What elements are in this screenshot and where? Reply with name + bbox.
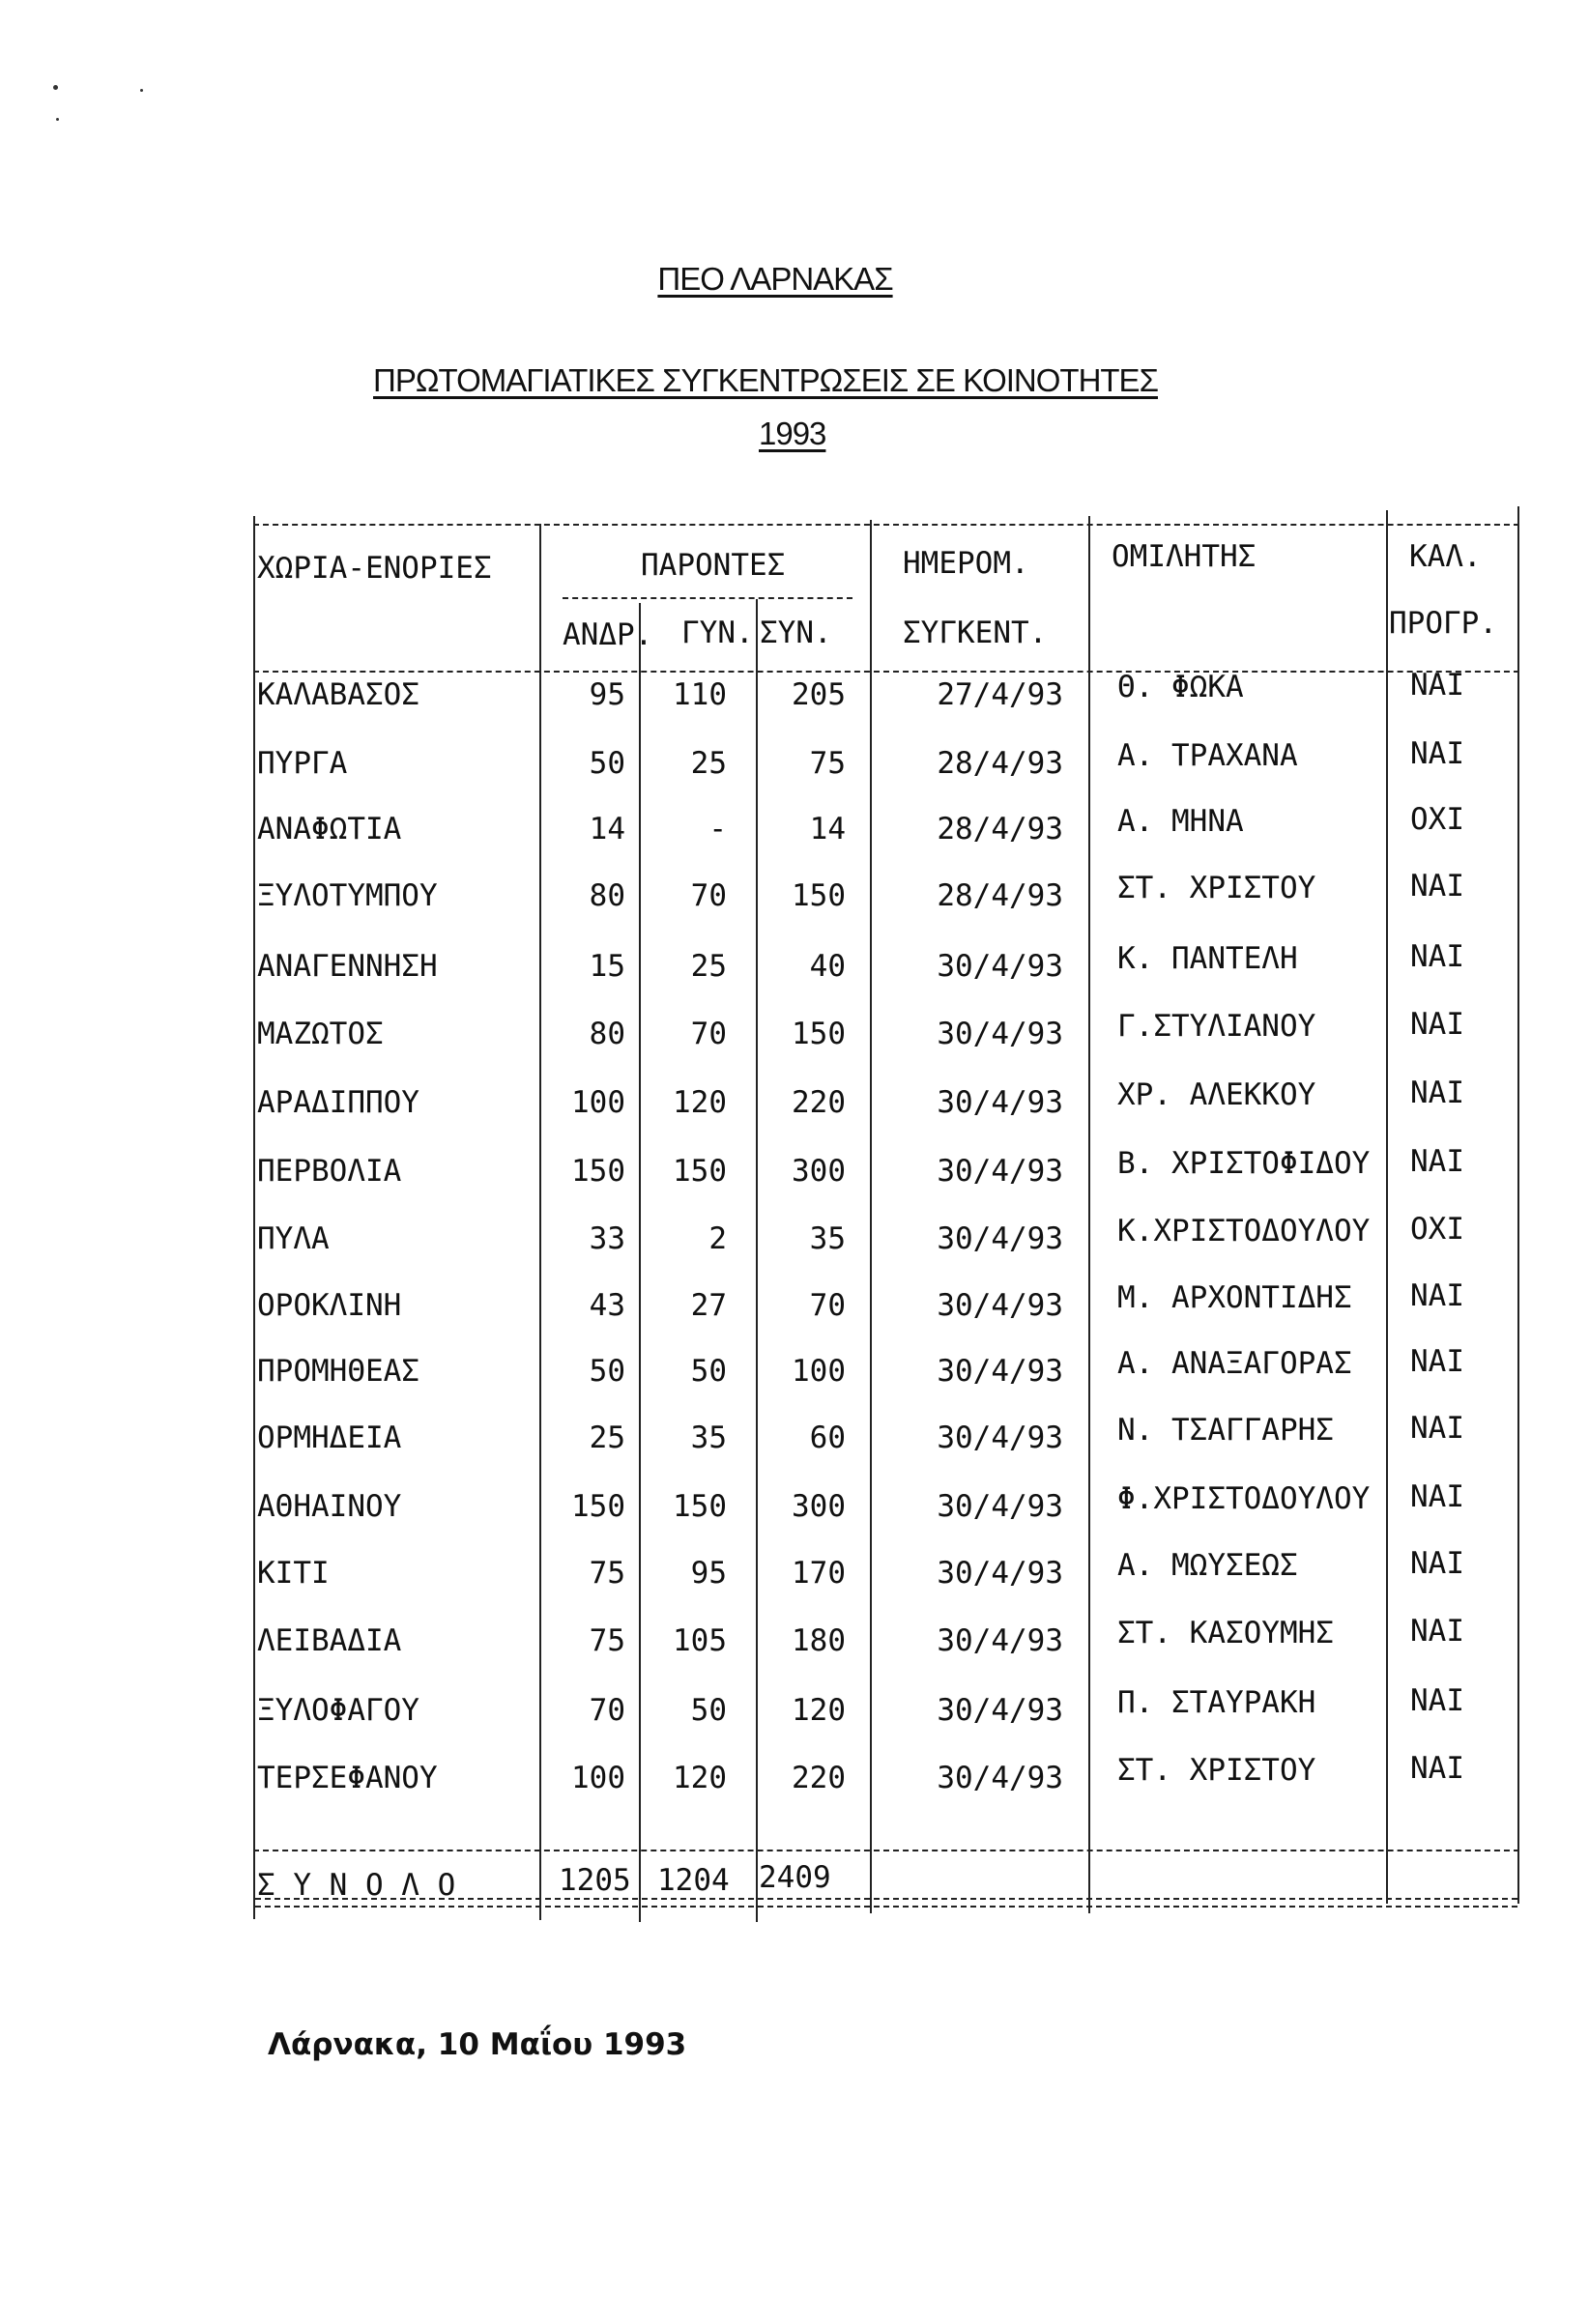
table-row-date: 27/4/93 xyxy=(937,677,1063,712)
scan-speck xyxy=(56,118,59,121)
table-row-program: ΝΑΙ xyxy=(1410,1278,1464,1313)
table-row-women: 50 xyxy=(690,1354,727,1389)
table-top-border xyxy=(253,524,1519,526)
table-row-women: 50 xyxy=(690,1693,727,1728)
table-row-total: 220 xyxy=(792,1761,846,1795)
table-row-village: ΞΥΛΟΦΑΓΟΥ xyxy=(257,1693,419,1728)
table-row-date: 30/4/93 xyxy=(937,1761,1063,1795)
col-header-speaker: ΟΜΙΛΗΤΗΣ xyxy=(1112,539,1257,574)
table-row-men: 70 xyxy=(589,1693,625,1728)
table-row-women: 70 xyxy=(690,878,727,913)
table-row-speaker: Φ.ΧΡΙΣΤΟΔΟΥΛΟΥ xyxy=(1117,1481,1371,1516)
table-row-men: 43 xyxy=(589,1288,625,1323)
table-row-total: 120 xyxy=(792,1693,846,1728)
col-header-women: ΓΥΝ. xyxy=(681,616,754,650)
table-row-program: ΝΑΙ xyxy=(1410,939,1464,974)
table-row-village: ΟΡΟΚΛΙΝΗ xyxy=(257,1288,402,1323)
col-header-men: ΑΝΔΡ. xyxy=(563,617,653,652)
table-row-women: 27 xyxy=(690,1288,727,1323)
table-row-date: 28/4/93 xyxy=(937,746,1063,781)
table-row-women: 25 xyxy=(690,746,727,781)
table-row-women: 70 xyxy=(690,1017,727,1051)
table-row-total: 150 xyxy=(792,878,846,913)
table-row-total: 300 xyxy=(792,1154,846,1189)
table-row-speaker: Π. ΣΤΑΥΡΑΚΗ xyxy=(1117,1685,1316,1720)
col-header-program-2: ΠΡΟΓΡ. xyxy=(1389,606,1497,641)
table-row-total: 205 xyxy=(792,677,846,712)
col-header-village: ΧΩΡΙΑ-ΕΝΟΡΙΕΣ xyxy=(257,551,492,586)
table-row-speaker: ΣΤ. ΧΡΙΣΤΟΥ xyxy=(1117,871,1316,905)
table-left-border xyxy=(253,516,255,1919)
table-row-village: ΠΡΟΜΗΘΕΑΣ xyxy=(257,1354,419,1389)
table-row-total: 75 xyxy=(809,746,846,781)
table-row-men: 50 xyxy=(589,1354,625,1389)
table-row-speaker: ΣΤ. ΚΑΣΟΥΜΗΣ xyxy=(1117,1616,1334,1650)
col-header-present: ΠΑΡΟΝΤΕΣ xyxy=(641,548,786,583)
table-row-program: ΝΑΙ xyxy=(1410,1076,1464,1110)
table-row-women: - xyxy=(708,812,727,846)
table-row-men: 15 xyxy=(589,949,625,984)
table-row-date: 28/4/93 xyxy=(937,878,1063,913)
table-row-program: ΝΑΙ xyxy=(1410,1479,1464,1514)
table-row-speaker: Α. ΜΗΝΑ xyxy=(1117,804,1244,839)
table-row-men: 150 xyxy=(571,1154,625,1189)
table-row-speaker: Κ. ΠΑΝΤΕΛΗ xyxy=(1117,941,1298,976)
scan-speck xyxy=(53,85,58,90)
table-row-men: 80 xyxy=(589,1017,625,1051)
table-row-total: 220 xyxy=(792,1085,846,1120)
table-row-program: ΟΧΙ xyxy=(1410,802,1464,837)
table-row-men: 75 xyxy=(589,1623,625,1658)
table-row-village: ΑΘΗΑΙΝΟΥ xyxy=(257,1489,402,1524)
table-row-speaker: Α. ΤΡΑΧΑΝΑ xyxy=(1117,738,1298,773)
table-row-women: 2 xyxy=(708,1221,727,1256)
table-row-date: 30/4/93 xyxy=(937,1489,1063,1524)
table-row-village: ΠΥΛΑ xyxy=(257,1221,330,1256)
totals-label: Σ Υ Ν Ο Λ Ο xyxy=(257,1868,456,1903)
table-row-village: ΚΙΤΙ xyxy=(257,1556,330,1591)
table-row-date: 28/4/93 xyxy=(937,812,1063,846)
table-row-village: ΑΝΑΦΩΤΙΑ xyxy=(257,812,402,846)
table-row-program: ΝΑΙ xyxy=(1410,1344,1464,1379)
table-row-village: ΚΑΛΑΒΑΣΟΣ xyxy=(257,677,419,712)
table-row-program: ΝΑΙ xyxy=(1410,668,1464,703)
table-row-date: 30/4/93 xyxy=(937,1221,1063,1256)
table-row-women: 150 xyxy=(673,1154,727,1189)
col-header-date-2: ΣΥΓΚΕΝΤ. xyxy=(903,616,1048,650)
org-title: ΠΕΟ ΛΑΡΝΑΚΑΣ xyxy=(657,261,893,297)
present-subheader-rule xyxy=(563,597,852,599)
table-row-total: 70 xyxy=(809,1288,846,1323)
table-row-women: 120 xyxy=(673,1085,727,1120)
table-row-total: 60 xyxy=(809,1420,846,1455)
table-row-women: 105 xyxy=(673,1623,727,1658)
table-row-date: 30/4/93 xyxy=(937,1420,1063,1455)
table-row-program: ΝΑΙ xyxy=(1410,1683,1464,1718)
table-row-women: 95 xyxy=(690,1556,727,1591)
table-row-men: 25 xyxy=(589,1420,625,1455)
document-year: 1993 xyxy=(759,416,826,451)
document-title: ΠΡΩΤΟΜΑΓΙΑΤΙΚΕΣ ΣΥΓΚΕΝΤΡΩΣΕΙΣ ΣΕ ΚΟΙΝΟΤΗΤΕΣ xyxy=(373,362,1158,398)
table-row-men: 150 xyxy=(571,1489,625,1524)
table-row-speaker: Α. ΜΩΥΣΕΩΣ xyxy=(1117,1548,1298,1583)
table-row-women: 150 xyxy=(673,1489,727,1524)
table-row-men: 33 xyxy=(589,1221,625,1256)
table-row-program: ΝΑΙ xyxy=(1410,1614,1464,1649)
col-header-total: ΣΥΝ. xyxy=(760,616,832,650)
table-row-total: 100 xyxy=(792,1354,846,1389)
table-row-total: 14 xyxy=(809,812,846,846)
table-row-speaker: ΧΡ. ΑΛΕΚΚΟΥ xyxy=(1117,1077,1316,1112)
table-row-speaker: Θ. ΦΩΚΑ xyxy=(1117,670,1244,704)
table-row-village: ΟΡΜΗΔΕΙΑ xyxy=(257,1420,402,1455)
table-row-total: 40 xyxy=(809,949,846,984)
table-row-village: ΑΝΑΓΕΝΝΗΣΗ xyxy=(257,949,438,984)
table-row-men: 75 xyxy=(589,1556,625,1591)
table-row-date: 30/4/93 xyxy=(937,1085,1063,1120)
col-divider-date xyxy=(1088,516,1090,1913)
table-row-women: 25 xyxy=(690,949,727,984)
table-row-speaker: Γ.ΣΤΥΛΙΑΝΟΥ xyxy=(1117,1009,1316,1044)
table-row-speaker: Μ. ΑΡΧΟΝΤΙΔΗΣ xyxy=(1117,1280,1352,1315)
table-row-total: 35 xyxy=(809,1221,846,1256)
table-row-men: 100 xyxy=(571,1085,625,1120)
table-row-date: 30/4/93 xyxy=(937,1623,1063,1658)
table-row-village: ΑΡΑΔΙΠΠΟΥ xyxy=(257,1085,419,1120)
table-row-men: 80 xyxy=(589,878,625,913)
table-row-speaker: Β. ΧΡΙΣΤΟΦΙΔΟΥ xyxy=(1117,1146,1371,1181)
table-row-total: 150 xyxy=(792,1017,846,1051)
table-row-village: ΜΑΖΩΤΟΣ xyxy=(257,1017,384,1051)
table-row-men: 95 xyxy=(589,677,625,712)
table-row-men: 50 xyxy=(589,746,625,781)
table-row-program: ΝΑΙ xyxy=(1410,1144,1464,1179)
table-row-village: ΠΥΡΓΑ xyxy=(257,746,348,781)
table-row-village: ΞΥΛΟΤΥΜΠΟΥ xyxy=(257,878,438,913)
table-row-date: 30/4/93 xyxy=(937,1017,1063,1051)
col-header-date-1: ΗΜΕΡΟΜ. xyxy=(903,546,1029,581)
table-row-date: 30/4/93 xyxy=(937,1154,1063,1189)
table-row-village: ΠΕΡΒΟΛΙΑ xyxy=(257,1154,402,1189)
table-row-speaker: Ν. ΤΣΑΓΓΑΡΗΣ xyxy=(1117,1413,1334,1448)
table-row-program: ΟΧΙ xyxy=(1410,1212,1464,1247)
table-row-total: 180 xyxy=(792,1623,846,1658)
table-row-total: 300 xyxy=(792,1489,846,1524)
col-divider-speaker xyxy=(1386,510,1388,1904)
table-row-program: ΝΑΙ xyxy=(1410,1411,1464,1446)
totals-top-rule xyxy=(253,1850,1519,1851)
table-row-speaker: ΣΤ. ΧΡΙΣΤΟΥ xyxy=(1117,1753,1316,1788)
table-row-date: 30/4/93 xyxy=(937,1354,1063,1389)
table-row-date: 30/4/93 xyxy=(937,1693,1063,1728)
table-row-women: 110 xyxy=(673,677,727,712)
table-row-program: ΝΑΙ xyxy=(1410,1007,1464,1042)
totals-men: 1205 xyxy=(559,1863,631,1898)
totals-total: 2409 xyxy=(759,1860,831,1895)
col-header-program-1: ΚΑΛ. xyxy=(1409,539,1482,574)
table-right-border xyxy=(1517,506,1519,1904)
table-row-program: ΝΑΙ xyxy=(1410,1546,1464,1581)
header-bottom-rule xyxy=(253,671,1519,673)
scan-speck xyxy=(140,89,143,92)
place-date: Λάρνακα, 10 Μαΐου 1993 xyxy=(268,2027,687,2062)
table-row-date: 30/4/93 xyxy=(937,1556,1063,1591)
table-row-women: 35 xyxy=(690,1420,727,1455)
table-row-village: ΛΕΙΒΑΔΙΑ xyxy=(257,1623,402,1658)
table-row-total: 170 xyxy=(792,1556,846,1591)
table-row-men: 100 xyxy=(571,1761,625,1795)
totals-women: 1204 xyxy=(657,1863,730,1898)
table-row-program: ΝΑΙ xyxy=(1410,736,1464,771)
table-row-men: 14 xyxy=(589,812,625,846)
table-row-date: 30/4/93 xyxy=(937,1288,1063,1323)
table-row-village: ΤΕΡΣΕΦΑΝΟΥ xyxy=(257,1761,438,1795)
table-row-program: ΝΑΙ xyxy=(1410,1751,1464,1786)
table-row-speaker: Α. ΑΝΑΞΑΓΟΡΑΣ xyxy=(1117,1346,1352,1381)
table-row-speaker: Κ.ΧΡΙΣΤΟΔΟΥΛΟΥ xyxy=(1117,1214,1371,1248)
table-row-women: 120 xyxy=(673,1761,727,1795)
table-row-program: ΝΑΙ xyxy=(1410,869,1464,904)
table-row-date: 30/4/93 xyxy=(937,949,1063,984)
